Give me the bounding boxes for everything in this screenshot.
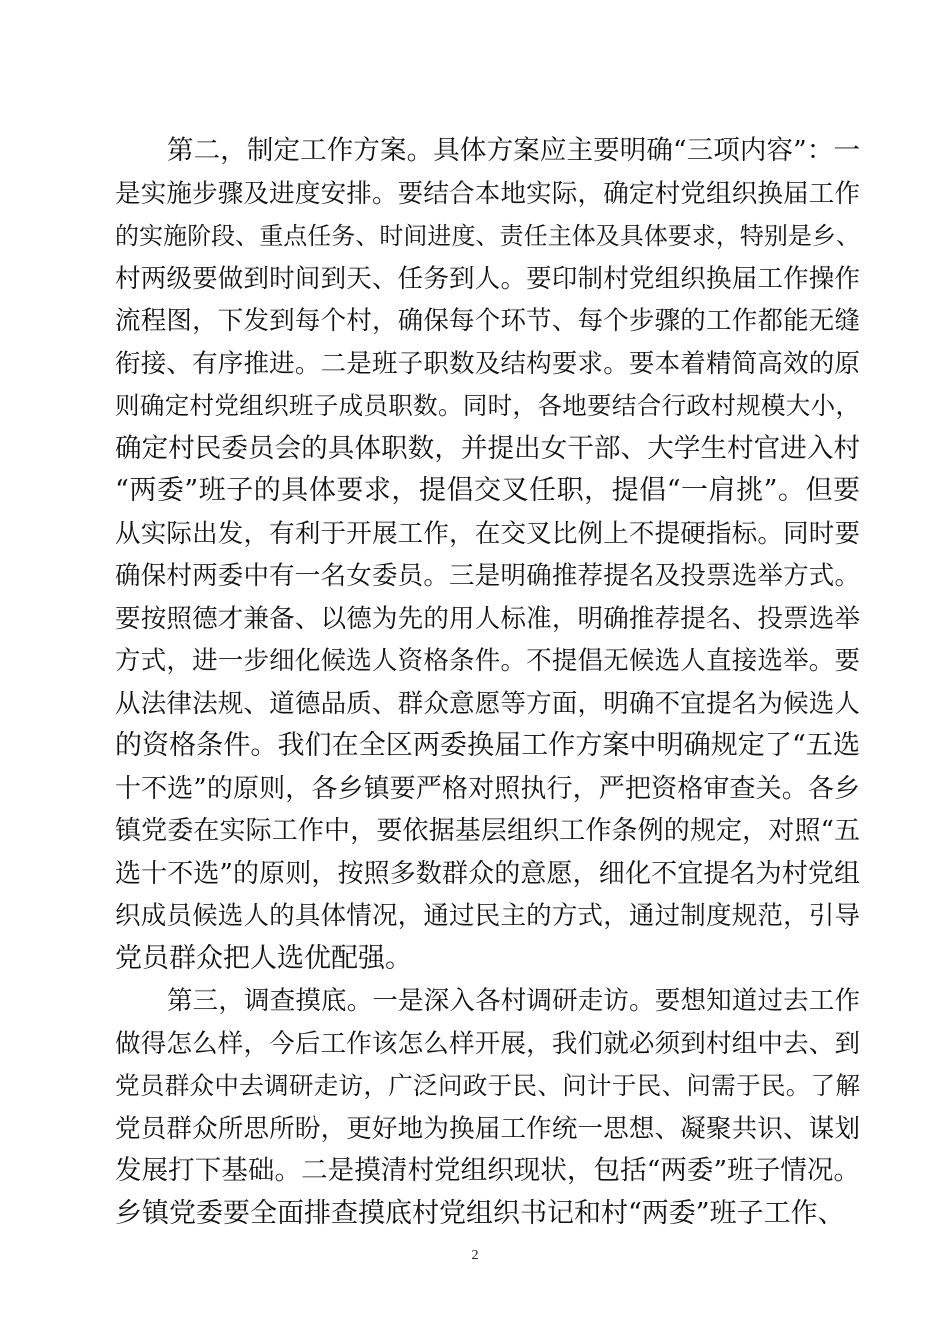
text-line: 十不选”的原则，各乡镇要严格对照执行，严把资格审查关。各乡: [115, 773, 860, 804]
text-line: 做得怎么样，今后工作该怎么样开展，我们就必须到村组中去、到: [115, 1028, 860, 1059]
text-line: 是实施步骤及进度安排。要结合本地实际，确定村党组织换届工作: [115, 178, 860, 209]
text-line: 党员群众中去调研走访，广泛问政于民、问计于民、问需于民。了解: [115, 1071, 860, 1100]
text-line: 流程图，下发到每个村，确保每个环节、每个步骤的工作都能无缝: [115, 306, 860, 336]
page-number: 2: [471, 1248, 479, 1263]
text-line: 的资格条件。我们在全区两委换届工作方案中明确规定了“五选: [115, 730, 860, 761]
body-text: [115, 130, 860, 1235]
text-line: 从法律法规、道德品质、群众意愿等方面，明确不宜提名为候选人: [115, 688, 860, 719]
text-line: 从实际出发，有利于开展工作，在交叉比例上不提硬指标。同时要: [115, 518, 860, 549]
text-line: 确定村民委员会的具体职数，并提出女干部、大学生村官进入村: [115, 432, 860, 464]
text-line: 乡镇党委要全面排查摸底村党组织书记和村“两委”班子工作、: [115, 1197, 845, 1229]
text-line: 党员群众所思所盼，更好地为换届工作统一思想、凝聚共识、谋划: [115, 1113, 860, 1144]
text-line: 方式，进一步细化候选人资格条件。不提倡无候选人直接选举。要: [115, 646, 860, 676]
text-line: 第二，制定工作方案。具体方案应主要明确“三项内容”：一: [167, 135, 860, 166]
text-line: 村两级要做到时间到天、任务到人。要印制村党组织换届工作操作: [115, 263, 860, 294]
text-line: 的实施阶段、重点任务、时间进度、责任主体及具体要求，特别是乡、: [115, 222, 860, 250]
text-line: 镇党委在实际工作中，要依据基层组织工作条例的规定，对照“五: [115, 816, 860, 846]
text-line: 第三，调查摸底。一是深入各村调研走访。要想知道过去工作: [167, 986, 860, 1016]
text-line: 则确定村党组织班子成员职数。同时，各地要结合行政村规模大小，: [115, 391, 860, 420]
text-line: “两委”班子的具体要求，提倡交叉任职，提倡“一肩挑”。但要: [115, 475, 860, 506]
paragraph: [115, 980, 860, 1235]
text-line: 发展打下基础。二是摸清村党组织现状，包括“两委”班子情况。: [115, 1155, 860, 1186]
text-line: 要按照德才兼备、以德为先的用人标准，明确推荐提名、投票选举: [115, 603, 860, 634]
paragraph: [115, 130, 860, 980]
text-line: 确保村两委中有一名女委员。三是明确推荐提名及投票选举方式。: [115, 561, 860, 591]
text-line: 织成员候选人的具体情况，通过民主的方式，通过制度规范，引导: [115, 901, 860, 931]
text-line: 选十不选”的原则，按照多数群众的意愿，细化不宜提名为村党组: [115, 858, 860, 889]
text-line: 党员群众把人选优配强。: [115, 942, 412, 974]
text-line: 衔接、有序推进。二是班子职数及结构要求。要本着精简高效的原: [115, 348, 860, 379]
